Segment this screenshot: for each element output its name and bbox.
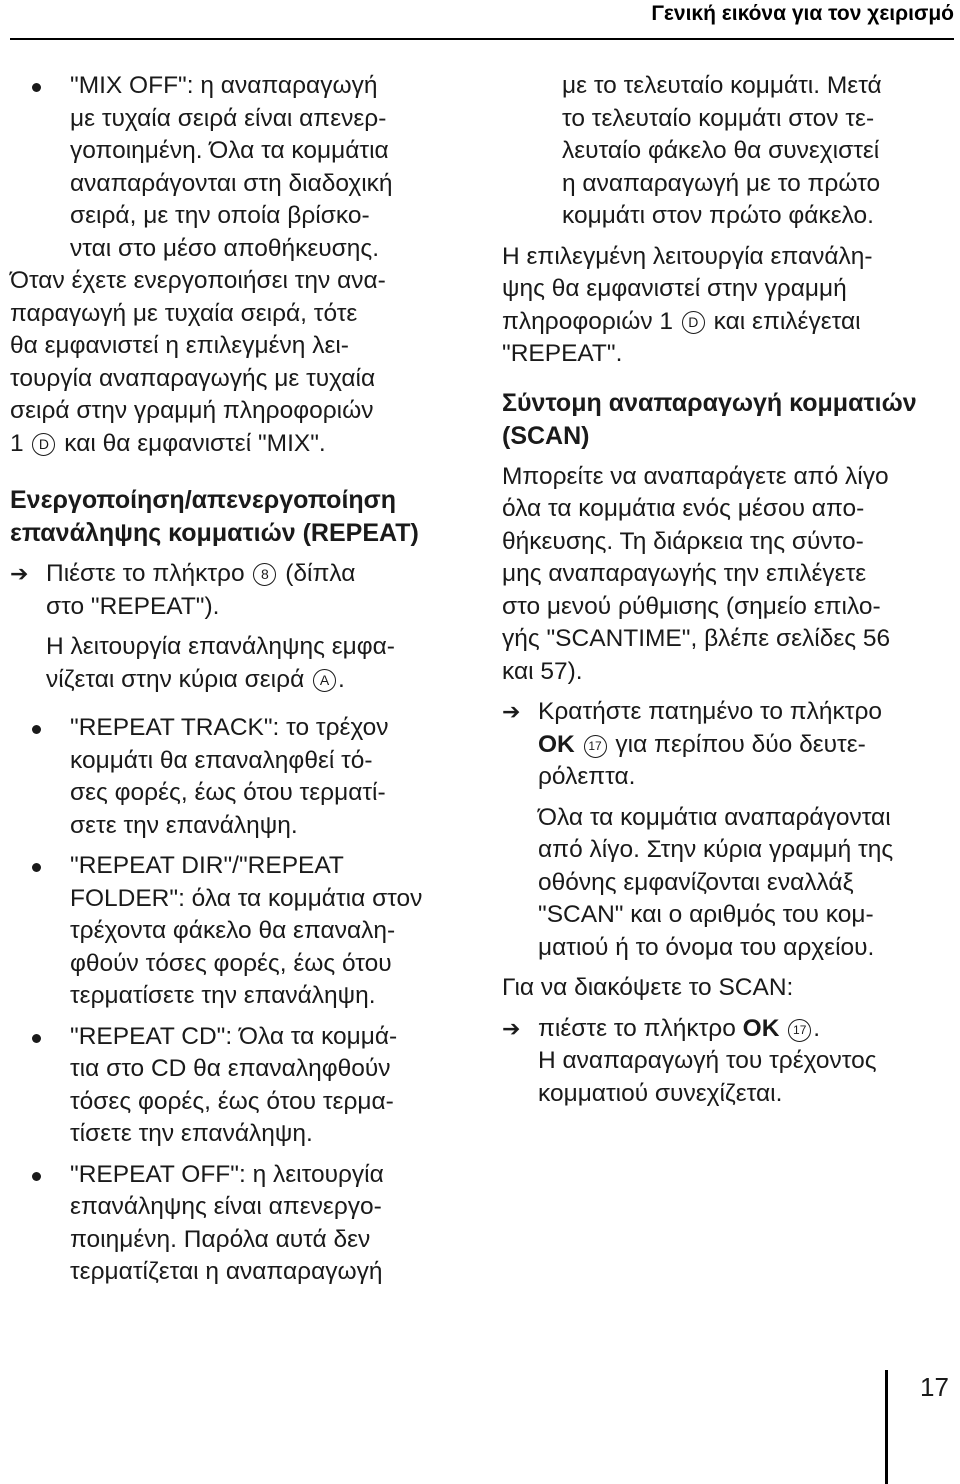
scan-section-heading xyxy=(502,387,954,453)
arrow-right-icon: ➔ xyxy=(10,561,29,586)
page-header-title: Γενική εικόνα για τον χειρισμό xyxy=(651,2,954,25)
text-line: θα εμφανιστεί η επιλεγμένη λει- xyxy=(10,332,349,359)
key-17-icon: 17 xyxy=(584,735,607,758)
arrow-right-icon: ➔ xyxy=(502,699,521,724)
text-part: 1 xyxy=(10,429,24,457)
text-line: τερματίσετε την επανάληψη. xyxy=(70,982,376,1009)
scan-step xyxy=(502,696,954,794)
text-line: FOLDER": όλα τα κομμάτια στον xyxy=(70,884,423,912)
marker-d-icon: D xyxy=(682,311,705,334)
text-line: η αναπαραγωγή με το πρώτο xyxy=(562,169,881,197)
heading-line: (SCAN) xyxy=(502,421,590,450)
text-line: το τελευταίο κομμάτι στον τε- xyxy=(562,104,875,132)
text-part: πιέστε το πλήκτρο xyxy=(538,1014,736,1042)
repeat-step xyxy=(10,558,470,623)
heading-line: Ενεργοποίηση/απενεργοποίηση xyxy=(10,486,397,514)
text-line: "REPEAT CD": Όλα τα κομμά- xyxy=(70,1022,398,1050)
repeat-track-bullet xyxy=(10,712,470,842)
text-line: νται στο μέσο αποθήκευσης. xyxy=(70,234,380,262)
mix-off-bullet xyxy=(10,70,470,265)
key-17-icon: 17 xyxy=(788,1019,811,1042)
arrow-right-icon: ➔ xyxy=(502,1015,521,1041)
text-line: γοποιημένη. Όλα τα κομμάτια xyxy=(70,137,389,164)
text-line: "REPEAT OFF": η λειτουργία xyxy=(70,1160,384,1188)
text-line: τουργία αναπαραγωγής με τυχαία xyxy=(10,364,376,392)
text-line: Μπορείτε να αναπαράγετε από λίγο xyxy=(502,462,889,490)
text-line: τρέχοντα φάκελο θα επαναλη- xyxy=(70,917,396,944)
repeat-off-bullet xyxy=(10,1159,470,1289)
repeat-info-paragraph xyxy=(502,241,954,371)
text-line: με το τελευταίο κομμάτι. Μετά xyxy=(562,72,882,99)
bullet-dot-icon xyxy=(32,83,41,92)
text-part: και επιλέγεται xyxy=(713,307,861,335)
repeat-off-continuation xyxy=(502,70,954,233)
text-line xyxy=(10,428,470,461)
text-line: με τυχαία σειρά είναι απενερ- xyxy=(70,104,387,132)
stop-scan-intro xyxy=(502,972,954,1005)
text-line: γής "SCANTIME", βλέπε σελίδες 56 xyxy=(502,625,891,652)
text-line: στο μενού ρύθμισης (σημείο επιλο- xyxy=(502,592,881,620)
ok-key-label: OK xyxy=(742,1014,780,1042)
bullet-dot-icon xyxy=(32,863,41,872)
text-line: Κρατήστε πατημένο το πλήκτρο xyxy=(538,698,883,725)
scan-paragraph xyxy=(502,461,954,689)
text-line: επανάληψης είναι απενεργο- xyxy=(70,1193,382,1220)
text-line: λευταίο φάκελο θα συνεχιστεί xyxy=(562,137,880,164)
text-line: Όλα τα κομμάτια αναπαράγονται xyxy=(538,803,891,831)
text-line: μης αναπαραγωγής την επιλέγετε xyxy=(502,560,867,587)
repeat-cd-bullet xyxy=(10,1021,470,1151)
text-line: Η λειτουργία επανάληψης εμφα- xyxy=(46,633,395,660)
heading-line: Σύντομη αναπαραγωγή κομματιών xyxy=(502,388,917,417)
text-line: τίσετε την επανάληψη. xyxy=(70,1120,313,1147)
text-line: οθόνης εμφανίζονται εναλλάξ xyxy=(538,868,854,896)
text-line: κομμάτι στον πρώτο φάκελο. xyxy=(562,202,874,229)
text-line: σετε την επανάληψη. xyxy=(70,811,298,839)
text-line: "REPEAT DIR"/"REPEAT xyxy=(70,852,344,879)
marker-a-icon: A xyxy=(313,669,336,692)
text-line: φθούν τόσες φορές, έως ότου xyxy=(70,949,392,977)
text-line: αναπαράγονται στη διαδοχική xyxy=(70,169,393,197)
text-line: τόσες φορές, έως ότου τερμα- xyxy=(70,1087,394,1115)
text-line xyxy=(46,664,470,697)
key-8-icon: 8 xyxy=(253,563,276,586)
text-part: πληροφοριών 1 xyxy=(502,307,674,335)
text-part: και θα εμφανιστεί "MIX". xyxy=(64,429,326,457)
text-line: ποιημένη. Παρόλα αυτά δεν xyxy=(70,1225,371,1253)
text-line: όλα τα κομμάτια ενός μέσου απο- xyxy=(502,495,865,522)
text-part: νίζεται στην κύρια σειρά xyxy=(46,665,305,693)
scan-result xyxy=(502,802,954,965)
mix-paragraph xyxy=(10,265,470,460)
text-line xyxy=(538,729,954,762)
text-line: στο "REPEAT"). xyxy=(46,592,220,620)
text-part: Πιέστε το πλήκτρο xyxy=(46,560,245,587)
repeat-result xyxy=(10,631,470,696)
text-part: (δίπλα xyxy=(285,560,356,587)
text-line: Όταν έχετε ενεργοποιήσει την ανα- xyxy=(10,267,386,294)
header-divider xyxy=(10,38,954,40)
repeat-section-heading xyxy=(10,484,470,550)
bullet-dot-icon xyxy=(32,725,41,734)
text-part: . xyxy=(338,665,345,693)
bullet-dot-icon xyxy=(32,1172,41,1181)
text-line: παραγωγή με τυχαία σειρά, τότε xyxy=(10,299,358,327)
heading-line: επανάληψης κομματιών (REPEAT) xyxy=(10,519,419,547)
text-line xyxy=(538,1013,954,1046)
text-line: ρόλεπτα. xyxy=(538,763,636,790)
repeat-dir-bullet xyxy=(10,850,470,1013)
text-line: Η επιλεγμένη λειτουργία επανάλη- xyxy=(502,242,873,270)
text-line: Για να διακόψετε το SCAN: xyxy=(502,974,794,1001)
text-line xyxy=(502,306,954,339)
stop-scan-step xyxy=(502,1013,954,1111)
ok-key-label: OK xyxy=(538,730,575,758)
text-line: "SCAN" και ο αριθμός του κομ- xyxy=(538,901,874,928)
text-line: κομματιού συνεχίζεται. xyxy=(538,1079,783,1107)
text-line: "REPEAT TRACK": το τρέχον xyxy=(70,714,389,741)
right-column xyxy=(502,70,954,1110)
text-line: "MIX OFF": η αναπαραγωγή xyxy=(70,72,378,99)
text-line: ματιού ή το όνομα του αρχείου. xyxy=(538,933,875,961)
text-line: σειρά, με την οποία βρίσκο- xyxy=(70,202,370,229)
text-line: από λίγο. Στην κύρια γραμμή της xyxy=(538,836,894,863)
marker-d-icon: D xyxy=(32,433,55,456)
text-line: τια στο CD θα επαναληφθούν xyxy=(70,1055,391,1082)
page-number-rule xyxy=(885,1370,888,1484)
text-line: Η αναπαραγωγή του τρέχοντος xyxy=(538,1047,877,1074)
bullet-dot-icon xyxy=(32,1034,41,1043)
text-line: "REPEAT". xyxy=(502,340,623,367)
left-column xyxy=(10,70,470,1289)
text-line: θήκευσης. Τη διάρκεια της σύντο- xyxy=(502,527,864,555)
text-line xyxy=(46,558,470,591)
page-number: 17 xyxy=(920,1372,949,1402)
text-line: κομμάτι θα επαναληφθεί τό- xyxy=(70,746,373,774)
text-part: . xyxy=(813,1014,821,1042)
text-line: ψης θα εμφανιστεί στην γραμμή xyxy=(502,275,847,302)
text-line: τερματίζεται η αναπαραγωγή xyxy=(70,1258,383,1285)
text-part: για περίπου δύο δευτε- xyxy=(615,730,866,758)
text-line: και 57). xyxy=(502,657,583,685)
text-line: σες φορές, έως ότου τερματί- xyxy=(70,779,386,806)
text-line: σειρά στην γραμμή πληροφοριών xyxy=(10,397,374,424)
